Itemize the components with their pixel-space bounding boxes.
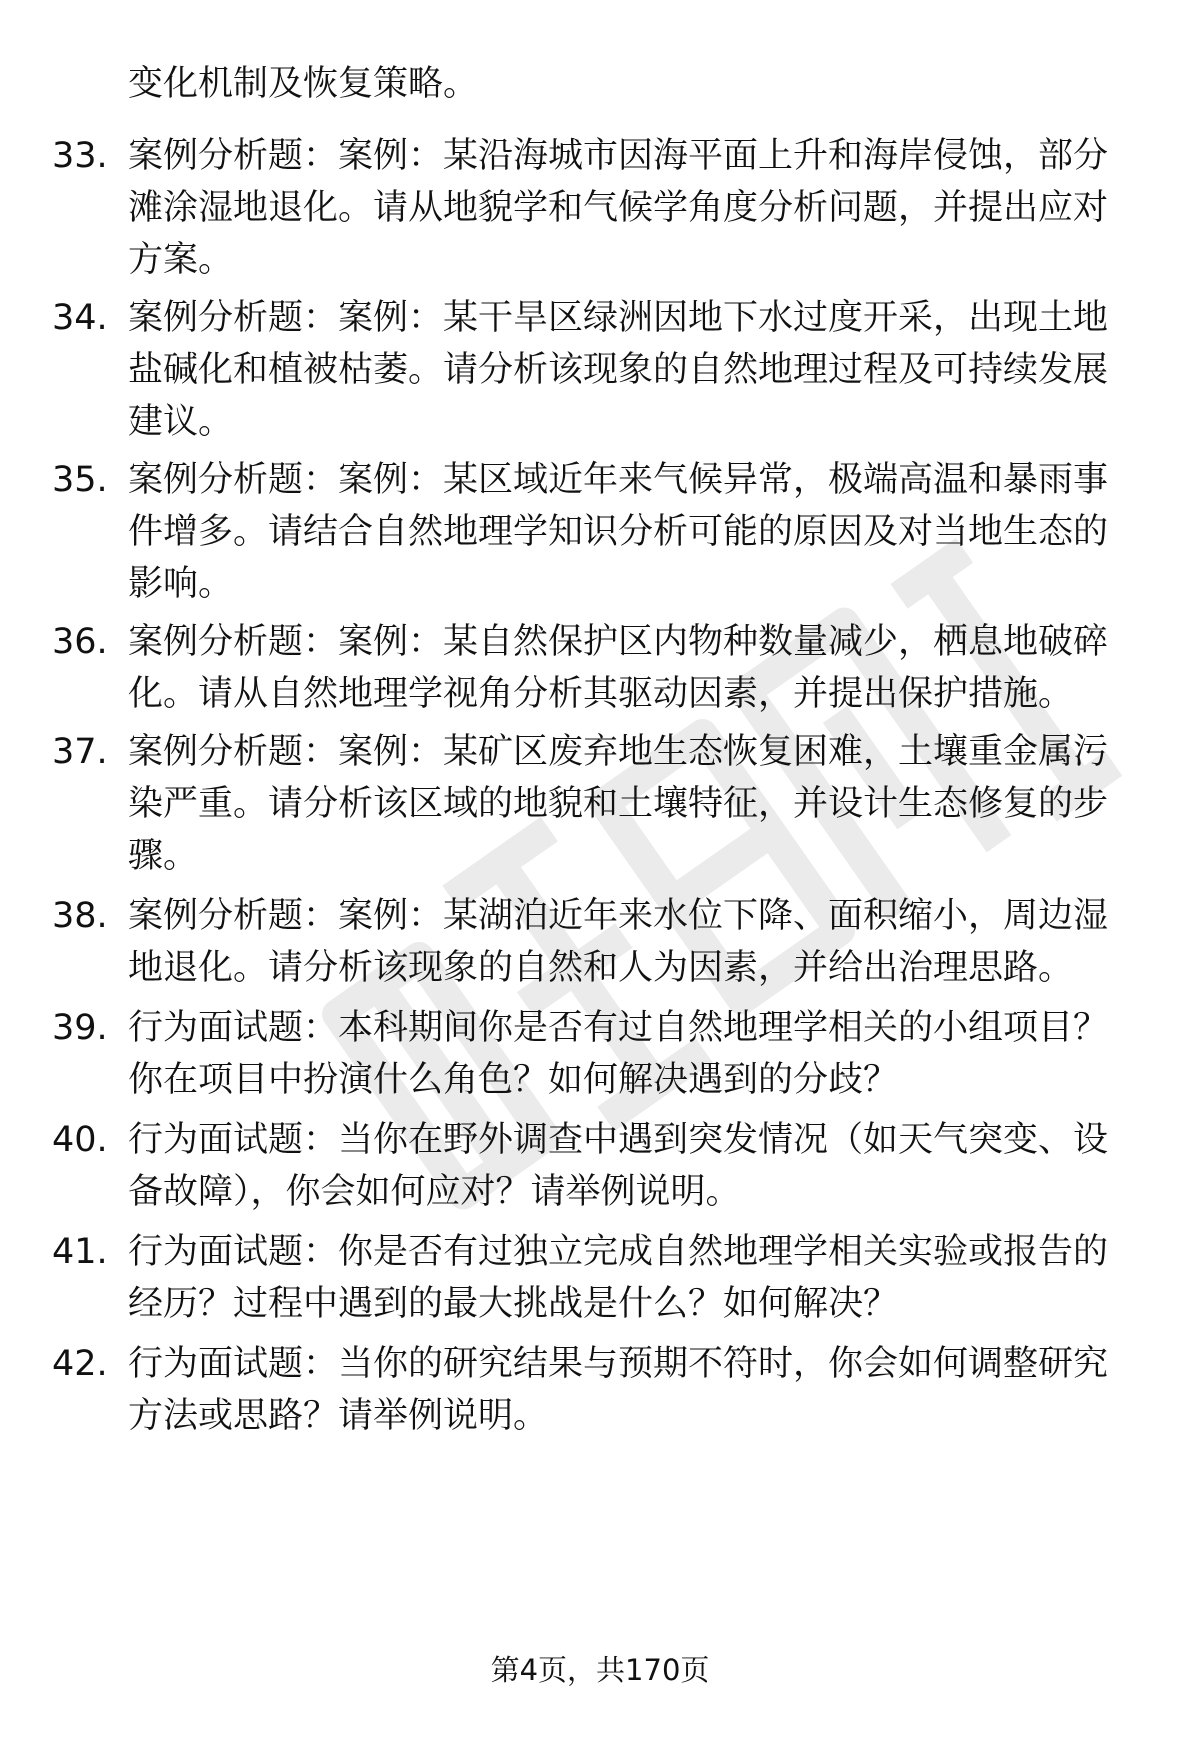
question-number: 36. <box>52 622 108 662</box>
question-text: 案例分析题：案例：某沿海城市因海平面上升和海岸侵蚀，部分滩涂湿地退化。请从地貌学和气候学角度分析问题，并提出应对方案。 <box>128 136 1109 280</box>
question-text: 行为面试题：当你的研究结果与预期不符时，你会如何调整研究方法或思路？请举例说明。 <box>128 1344 1109 1436</box>
question-number: 42. <box>52 1344 108 1384</box>
question-text: 案例分析题：案例：某干旱区绿洲因地下水过度开采，出现土地盐碱化和植被枯萎。请分析该现象的自然地理过程及可持续发展建议。 <box>128 298 1109 442</box>
question-number: 40. <box>52 1120 108 1160</box>
question-number: 37. <box>52 732 108 772</box>
question-text: 案例分析题：案例：某湖泊近年来水位下降、面积缩小，周边湿地退化。请分析该现象的自然和人为因素，并给出治理思路。 <box>128 896 1109 988</box>
question-text: 行为面试题：你是否有过独立完成自然地理学相关实验或报告的经历？过程中遇到的最大挑战是什么？如何解决？ <box>128 1232 1109 1324</box>
question-text: 案例分析题：案例：某矿区废弃地生态恢复困难，土壤重金属污染严重。请分析该区域的地貌和土壤特征，并设计生态修复的步骤。 <box>128 732 1109 876</box>
question-text: 行为面试题：本科期间你是否有过自然地理学相关的小组项目？你在项目中扮演什么角色？如何解决遇到的分歧？ <box>128 1008 1109 1100</box>
question-text: 案例分析题：案例：某自然保护区内物种数量减少，栖息地破碎化。请从自然地理学视角分析其驱动因素，并提出保护措施。 <box>128 622 1109 714</box>
page-footer: 第4页，共170页 <box>490 1653 710 1687</box>
question-number: 34. <box>52 298 108 338</box>
question-number: 35. <box>52 460 108 500</box>
question-text: 案例分析题：案例：某区域近年来气候异常，极端高温和暴雨事件增多。请结合自然地理学知识分析可能的原因及对当地生态的影响。 <box>128 460 1109 604</box>
question-text: 行为面试题：当你在野外调查中遇到突发情况（如天气突变、设备故障），你会如何应对？请举例说明。 <box>128 1120 1109 1212</box>
question-number: 41. <box>52 1232 108 1272</box>
continuation-text: 变化机制及恢复策略。 <box>128 64 479 104</box>
question-number: 33. <box>52 136 108 176</box>
question-number: 39. <box>52 1008 108 1048</box>
question-number: 38. <box>52 896 108 936</box>
